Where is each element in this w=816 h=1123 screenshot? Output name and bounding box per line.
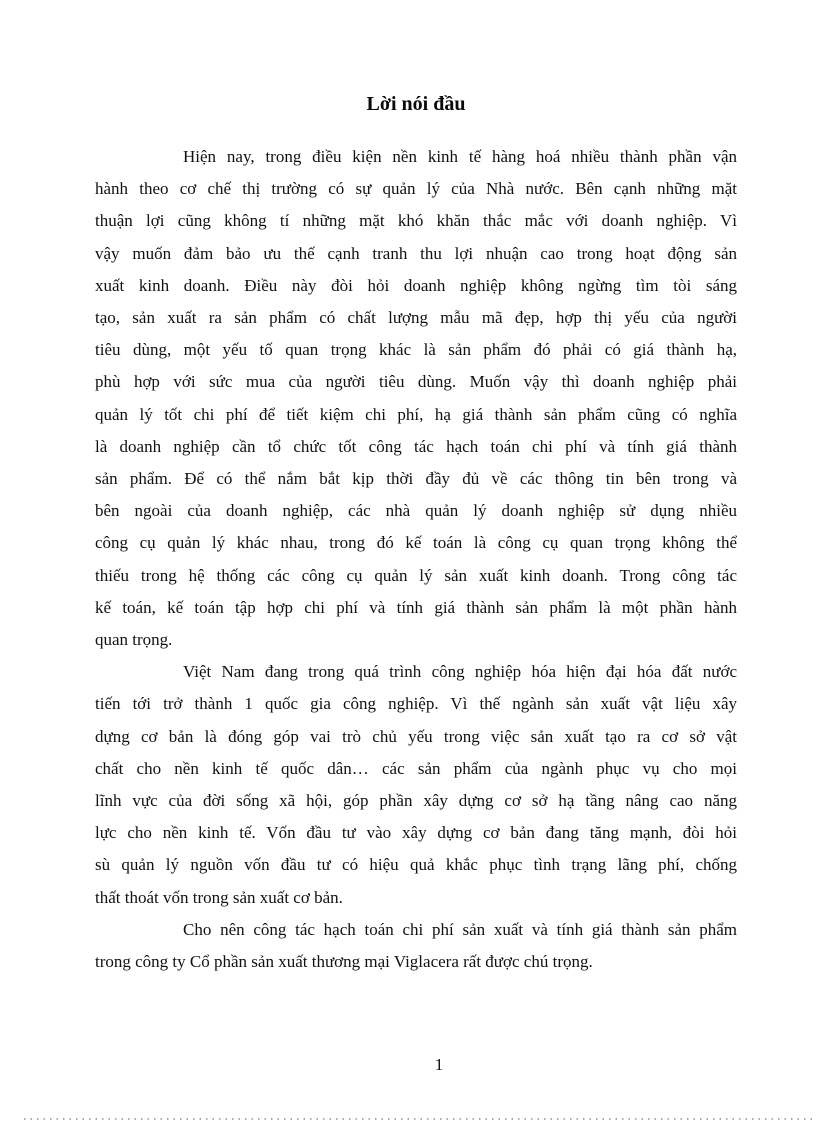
text-line: thuận lợi cũng không tí những mặt khó khăn thắc mắc với doanh nghiệp. Vì (95, 211, 737, 231)
page-title: Lời nói đầu (366, 93, 466, 115)
text-line: phù hợp với sức mua của người tiêu dùng. Muốn vậy thì doanh nghiệp phải (95, 372, 737, 392)
text-line: Cho nên công tác hạch toán chi phí sản xuất và tính giá thành sản phẩm (183, 919, 737, 939)
text-line: Hiện nay, trong điều kiện nền kinh tế hàng hoá nhiều thành phần vận (183, 147, 737, 166)
text-line: là doanh nghiệp cần tổ chức tốt công tác hạch toán chi phí và tính giá thành (95, 436, 737, 456)
text-line: lực cho nền kinh tế. Vốn đầu tư vào xây dựng cơ bản đang tăng mạnh, đòi hỏi (95, 823, 737, 843)
text-line: kế toán, kế toán tập hợp chi phí và tính giá thành sản phẩm là một phần hành (95, 597, 737, 617)
text-line: tiêu dùng, một yếu tố quan trọng khác là sản phẩm đó phải có giá thành hạ, (95, 340, 737, 360)
text-line: tiến tới trở thành 1 quốc gia công nghiệp. Vì thế ngành sản xuất vật liệu xây (95, 694, 737, 714)
text-line: dựng cơ bản là đóng góp vai trò chủ yếu trong việc sản xuất tạo ra cơ sở vật (95, 726, 737, 746)
text-line: thất thoát vốn trong sản xuất cơ bản. (95, 887, 343, 907)
text-line: quan trọng. (95, 630, 173, 650)
text-line: Việt Nam đang trong quá trình công nghiệp hóa hiện đại hóa đất nước (183, 662, 737, 682)
page-bottom-dotted-border (24, 1118, 812, 1120)
text-line: xuất kinh doanh. Điều này đòi hỏi doanh nghiệp không ngừng tìm tòi sáng (95, 275, 737, 295)
text-line: công cụ quản lý khác nhau, trong đó kế toán là công cụ quan trọng không thể (95, 533, 737, 553)
text-line: sù quản lý nguồn vốn đầu tư có hiệu quả khắc phục tình trạng lãng phí, chống (95, 855, 737, 875)
text-line: trong công ty Cổ phần sản xuất thương mại Viglacera rất được chú trọng. (95, 952, 593, 972)
text-line: hành theo cơ chế thị trường có sự quản lý của Nhà nước. Bên cạnh những mặt (95, 179, 737, 199)
text-line: tạo, sản xuất ra sản phẩm có chất lượng mẫu mã đẹp, hợp thị yếu của người (95, 308, 737, 328)
text-line: vậy muốn đảm bảo ưu thế cạnh tranh thu lợi nhuận cao trong hoạt động sản (95, 243, 737, 263)
page-number: 1 (434, 1055, 444, 1074)
text-line: chất cho nền kinh tế quốc dân… các sản phẩm của ngành phục vụ cho mọi (95, 758, 737, 778)
text-line: sản phẩm. Để có thể nắm bắt kịp thời đầy đủ về các thông tin bên trong và (95, 469, 737, 489)
text-line: lĩnh vực của đời sống xã hội, góp phần xây dựng cơ sở hạ tầng nâng cao năng (95, 791, 737, 811)
text-line: bên ngoài của doanh nghiệp, các nhà quản lý doanh nghiệp sử dụng nhiều (95, 501, 737, 521)
text-line: quản lý tốt chi phí để tiết kiệm chi phí, hạ giá thành sản phẩm cũng có nghĩa (95, 404, 737, 424)
text-line: thiếu trong hệ thống các công cụ quản lý sản xuất kinh doanh. Trong công tác (95, 565, 737, 585)
document-body (95, 141, 737, 978)
